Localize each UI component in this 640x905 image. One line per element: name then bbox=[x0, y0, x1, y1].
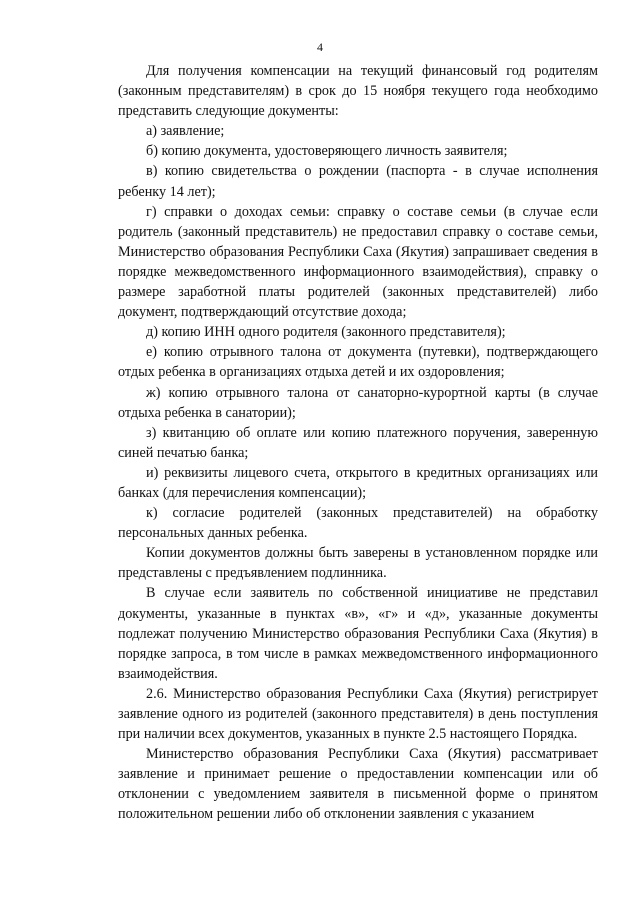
paragraph-request: В случае если заявитель по собственной инициативе не представил документы, указанные в пунктах «в», «г» и «д», указанные документы подлежат получению Министерство образования Республики Саха (Якутия) в порядке запроса, в том числе в рамках межведомственного информационного взаимодействия. bbox=[118, 585, 598, 682]
page-body bbox=[118, 61, 598, 825]
list-item-v: в) копию свидетельства о рождении (паспорта - в случае исполнения ребенку 14 лет); bbox=[118, 163, 598, 200]
list-item-g: г) справки о доходах семьи: справку о составе семьи (в случае если родитель (законный представитель) не предоставил справку о составе семьи, Министерство образования Республики Саха (Якутия) запрашивает сведения в порядке межведомственного информационного взаимодействия), справку о размере заработной платы родителей (законных представителей) либо документ, подтверждающий отсутствие дохода; bbox=[118, 203, 598, 321]
paragraph-intro: Для получения компенсации на текущий финансовый год родителям (законным представителям) в срок до 15 ноября текущего года необходимо представить следующие документы: bbox=[118, 63, 598, 120]
paragraph-decision: Министерство образования Республики Саха (Якутия) рассматривает заявление и принимает решение о предоставлении компенсации или об отклонении с уведомлением заявителя в письменной форме о принятом положительном решении либо об отклонении заявления с указанием bbox=[118, 746, 598, 823]
list-item-a: а) заявление; bbox=[146, 123, 225, 140]
list-item-zh: ж) копию отрывного талона от санаторно-курортной карты (в случае отдыха ребенка в санатории); bbox=[118, 384, 598, 421]
paragraph-2-6: 2.6. Министерство образования Республики Саха (Якутия) регистрирует заявление одного из родителей (законного представителя) в день поступления при наличии всех документов, указанных в пункте 2.5 настоящего Порядка. bbox=[118, 685, 598, 743]
list-item-i: и) реквизиты лицевого счета, открытого в кредитных организациях или банках (для перечисления компенсации); bbox=[118, 464, 598, 501]
paragraph-copies: Копии документов должны быть заверены в установленном порядке или представлены с предъявлением подлинника. bbox=[118, 545, 598, 582]
list-item-b: б) копию документа, удостоверяющего личность заявителя; bbox=[146, 143, 508, 160]
list-item-k: к) согласие родителей (законных представителей) на обработку персональных данных ребенка. bbox=[118, 505, 598, 542]
list-item-z: з) квитанцию об оплате или копию платежного поручения, заверенную синей печатью банка; bbox=[118, 424, 598, 461]
page-number: 4 bbox=[317, 40, 323, 54]
list-item-d: д) копию ИНН одного родителя (законного представителя); bbox=[146, 324, 506, 341]
list-item-e: е) копию отрывного талона от документа (путевки), подтверждающего отдых ребенка в организациях отдыха детей и их оздоровления; bbox=[118, 344, 598, 381]
